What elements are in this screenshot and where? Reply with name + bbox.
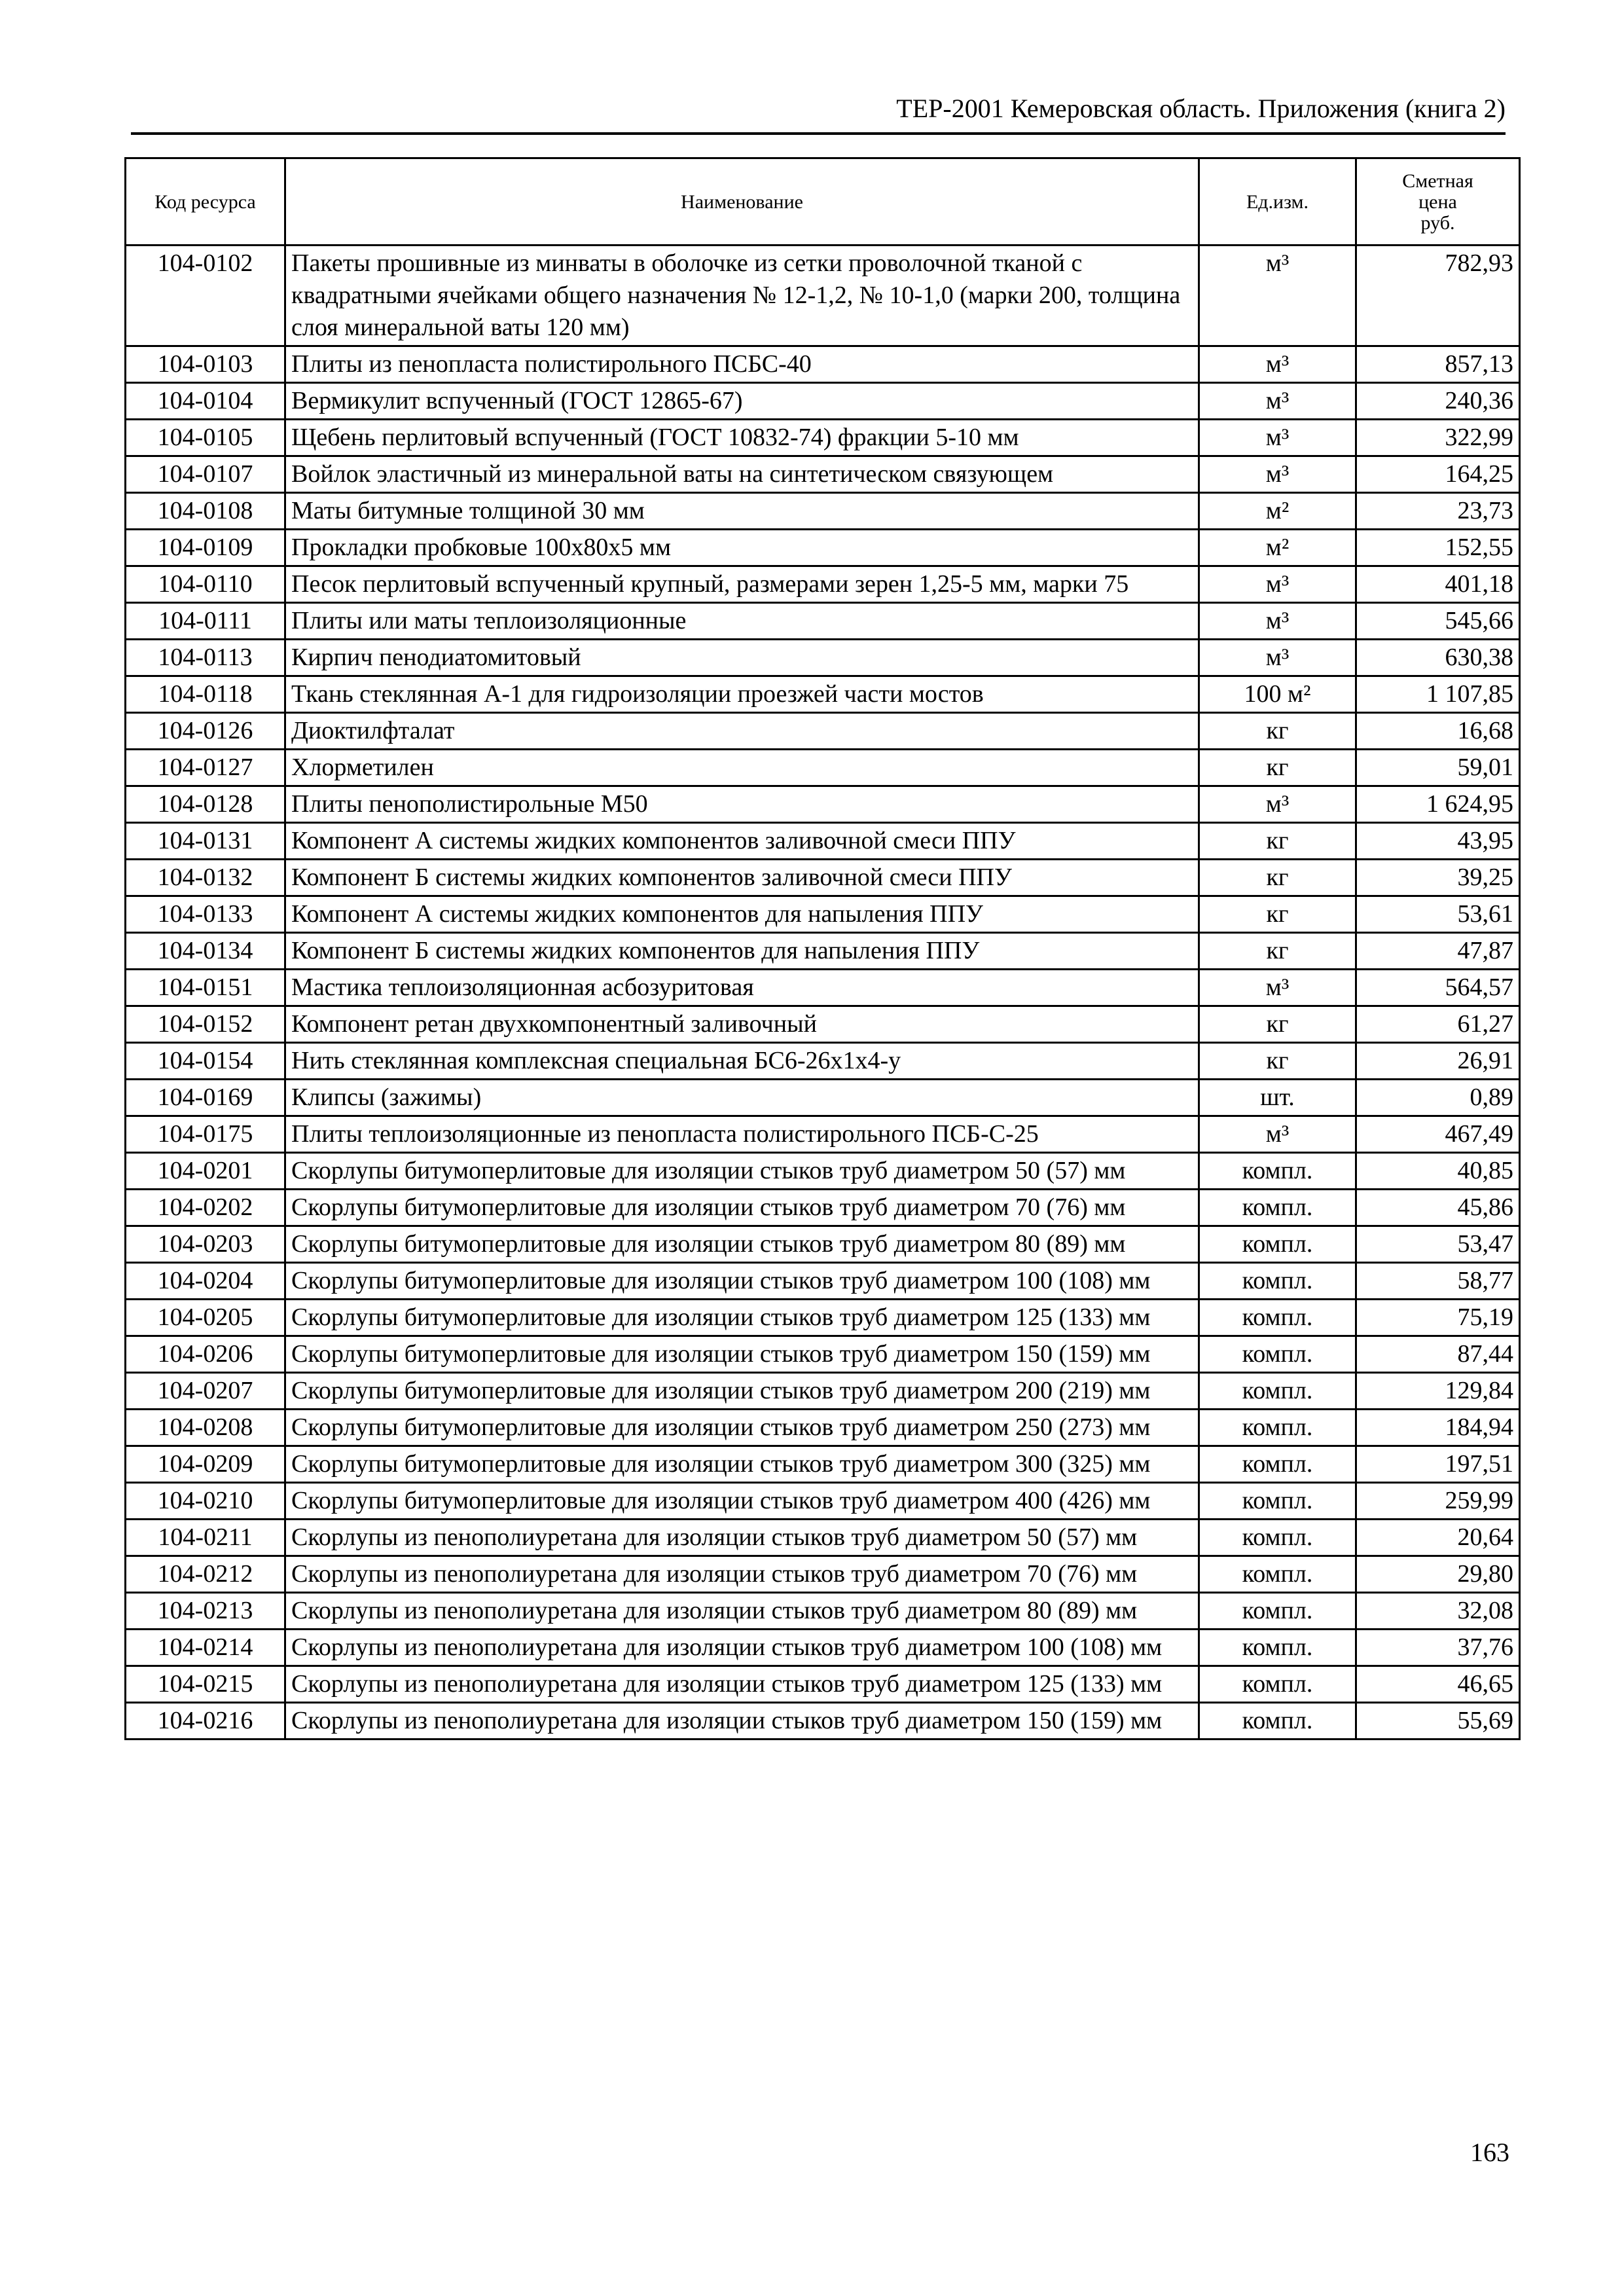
table-row [126,566,1520,603]
cell-unit: компл. [1199,1556,1356,1593]
cell-code: 104-0205 [126,1300,285,1336]
cell-unit: м³ [1199,346,1356,383]
table-row [126,1630,1520,1666]
column-header-price-line3: руб. [1420,212,1455,234]
cell-code: 104-0133 [126,896,285,933]
cell-unit: кг [1199,1006,1356,1043]
cell-name: Маты битумные толщиной 30 мм [285,493,1199,530]
table-row [126,1006,1520,1043]
column-header-code: Код ресурса [126,158,285,246]
cell-unit: кг [1199,933,1356,970]
cell-unit: компл. [1199,1593,1356,1630]
cell-name: Скорлупы из пенополиуретана для изоляции стыков труб диаметром 100 (108) мм [285,1630,1199,1666]
cell-name: Скорлупы из пенополиуретана для изоляции стыков труб диаметром 70 (76) мм [285,1556,1199,1593]
cell-price: 29,80 [1356,1556,1520,1593]
cell-price: 164,25 [1356,456,1520,493]
cell-unit: компл. [1199,1410,1356,1446]
cell-code: 104-0152 [126,1006,285,1043]
cell-name: Мастика теплоизоляционная асбозуритовая [285,970,1199,1006]
table-row [126,603,1520,640]
cell-name: Скорлупы битумоперлитовые для изоляции стыков труб диаметром 50 (57) мм [285,1153,1199,1190]
cell-name: Плиты теплоизоляционные из пенопласта полистирольного ПСБ-С-25 [285,1116,1199,1153]
cell-price: 152,55 [1356,530,1520,566]
table-row [126,420,1520,456]
cell-name: Скорлупы битумоперлитовые для изоляции стыков труб диаметром 125 (133) мм [285,1300,1199,1336]
cell-unit: м³ [1199,420,1356,456]
table-row [126,1226,1520,1263]
cell-code: 104-0110 [126,566,285,603]
table-row [126,246,1520,346]
cell-code: 104-0169 [126,1080,285,1116]
column-header-price-line1: Сметная [1402,170,1473,192]
column-header-unit: Ед.изм. [1199,158,1356,246]
cell-price: 0,89 [1356,1080,1520,1116]
cell-name: Скорлупы битумоперлитовые для изоляции стыков труб диаметром 70 (76) мм [285,1190,1199,1226]
cell-code: 104-0131 [126,823,285,860]
cell-name: Пакеты прошивные из минваты в оболочке из сетки проволочной тканой с квадратными ячейками общего назначения № 12-1,2, № 10-1,0 (марки 200, толщина слоя минеральной ваты 120 мм) [285,246,1199,346]
cell-unit: м² [1199,493,1356,530]
cell-price: 37,76 [1356,1630,1520,1666]
cell-unit: м³ [1199,383,1356,420]
cell-name: Хлорметилен [285,750,1199,786]
cell-code: 104-0107 [126,456,285,493]
cell-name: Диоктилфталат [285,713,1199,750]
cell-code: 104-0113 [126,640,285,676]
cell-price: 1 624,95 [1356,786,1520,823]
cell-unit: компл. [1199,1630,1356,1666]
cell-code: 104-0109 [126,530,285,566]
cell-unit: м³ [1199,640,1356,676]
cell-name: Ткань стеклянная А-1 для гидроизоляции проезжей части мостов [285,676,1199,713]
table-row [126,713,1520,750]
cell-code: 104-0154 [126,1043,285,1080]
cell-price: 75,19 [1356,1300,1520,1336]
table-row [126,1703,1520,1740]
column-header-price-line2: цена [1418,191,1457,213]
table-row [126,346,1520,383]
table-row [126,456,1520,493]
table-row [126,493,1520,530]
cell-code: 104-0118 [126,676,285,713]
table-row [126,860,1520,896]
cell-name: Скорлупы битумоперлитовые для изоляции стыков труб диаметром 100 (108) мм [285,1263,1199,1300]
cell-price: 59,01 [1356,750,1520,786]
cell-unit: кг [1199,713,1356,750]
cell-name: Компонент А системы жидких компонентов заливочной смеси ППУ [285,823,1199,860]
cell-code: 104-0108 [126,493,285,530]
page-number: 163 [1470,2138,1509,2167]
cell-unit: кг [1199,896,1356,933]
cell-code: 104-0134 [126,933,285,970]
cell-name: Скорлупы битумоперлитовые для изоляции стыков труб диаметром 250 (273) мм [285,1410,1199,1446]
cell-unit: кг [1199,860,1356,896]
cell-unit: компл. [1199,1446,1356,1483]
cell-name: Скорлупы битумоперлитовые для изоляции стыков труб диаметром 80 (89) мм [285,1226,1199,1263]
cell-name: Скорлупы из пенополиуретана для изоляции стыков труб диаметром 150 (159) мм [285,1703,1199,1740]
column-header-name: Наименование [285,158,1199,246]
cell-unit: компл. [1199,1153,1356,1190]
cell-name: Скорлупы битумоперлитовые для изоляции стыков труб диаметром 400 (426) мм [285,1483,1199,1520]
document-title: ТЕР-2001 Кемеровская область. Приложения (книга 2) [896,94,1506,123]
cell-price: 16,68 [1356,713,1520,750]
cell-unit: м³ [1199,970,1356,1006]
cell-name: Плиты из пенопласта полистирольного ПСБС-40 [285,346,1199,383]
cell-code: 104-0216 [126,1703,285,1740]
cell-price: 47,87 [1356,933,1520,970]
resource-price-table [124,157,1521,1740]
table-row [126,1483,1520,1520]
column-header-price [1356,158,1520,246]
cell-name: Компонент Б системы жидких компонентов заливочной смеси ППУ [285,860,1199,896]
page-header [131,92,1506,135]
table-row [126,1190,1520,1226]
cell-price: 857,13 [1356,346,1520,383]
table-row [126,1556,1520,1593]
table-row [126,1263,1520,1300]
table-row [126,1300,1520,1336]
cell-name: Щебень перлитовый вспученный (ГОСТ 10832-74) фракции 5-10 мм [285,420,1199,456]
cell-code: 104-0214 [126,1630,285,1666]
table-row [126,1520,1520,1556]
table-row [126,1336,1520,1373]
cell-code: 104-0204 [126,1263,285,1300]
cell-unit: м³ [1199,246,1356,346]
cell-code: 104-0102 [126,246,285,346]
cell-unit: компл. [1199,1666,1356,1703]
cell-code: 104-0207 [126,1373,285,1410]
cell-unit: компл. [1199,1300,1356,1336]
cell-price: 129,84 [1356,1373,1520,1410]
table-row [126,1410,1520,1446]
cell-name: Скорлупы из пенополиуретана для изоляции стыков труб диаметром 80 (89) мм [285,1593,1199,1630]
cell-name: Скорлупы из пенополиуретана для изоляции стыков труб диаметром 50 (57) мм [285,1520,1199,1556]
cell-name: Компонент ретан двухкомпонентный заливочный [285,1006,1199,1043]
cell-unit: шт. [1199,1080,1356,1116]
cell-price: 197,51 [1356,1446,1520,1483]
table-header-row [126,158,1520,246]
cell-code: 104-0208 [126,1410,285,1446]
cell-code: 104-0105 [126,420,285,456]
table-row [126,1373,1520,1410]
cell-price: 184,94 [1356,1410,1520,1446]
table-row [126,640,1520,676]
cell-code: 104-0104 [126,383,285,420]
cell-unit: компл. [1199,1226,1356,1263]
cell-code: 104-0103 [126,346,285,383]
cell-name: Плиты или маты теплоизоляционные [285,603,1199,640]
cell-price: 46,65 [1356,1666,1520,1703]
cell-price: 58,77 [1356,1263,1520,1300]
table-row [126,530,1520,566]
cell-code: 104-0206 [126,1336,285,1373]
cell-price: 53,61 [1356,896,1520,933]
cell-price: 259,99 [1356,1483,1520,1520]
cell-code: 104-0128 [126,786,285,823]
cell-price: 630,38 [1356,640,1520,676]
cell-name: Скорлупы битумоперлитовые для изоляции стыков труб диаметром 150 (159) мм [285,1336,1199,1373]
table-row [126,1043,1520,1080]
cell-name: Компонент Б системы жидких компонентов для напыления ППУ [285,933,1199,970]
cell-price: 1 107,85 [1356,676,1520,713]
cell-code: 104-0151 [126,970,285,1006]
cell-price: 782,93 [1356,246,1520,346]
cell-price: 322,99 [1356,420,1520,456]
cell-name: Плиты пенополистирольные М50 [285,786,1199,823]
cell-unit: м³ [1199,566,1356,603]
cell-unit: м³ [1199,456,1356,493]
cell-unit: компл. [1199,1263,1356,1300]
cell-price: 87,44 [1356,1336,1520,1373]
cell-unit: м² [1199,530,1356,566]
cell-code: 104-0213 [126,1593,285,1630]
table-row [126,750,1520,786]
table-row [126,1153,1520,1190]
cell-name: Вермикулит вспученный (ГОСТ 12865-67) [285,383,1199,420]
cell-price: 26,91 [1356,1043,1520,1080]
cell-price: 55,69 [1356,1703,1520,1740]
cell-code: 104-0132 [126,860,285,896]
table-row [126,823,1520,860]
cell-name: Песок перлитовый вспученный крупный, размерами зерен 1,25-5 мм, марки 75 [285,566,1199,603]
cell-code: 104-0126 [126,713,285,750]
cell-price: 39,25 [1356,860,1520,896]
cell-name: Скорлупы битумоперлитовые для изоляции стыков труб диаметром 200 (219) мм [285,1373,1199,1410]
cell-name: Скорлупы битумоперлитовые для изоляции стыков труб диаметром 300 (325) мм [285,1446,1199,1483]
cell-name: Скорлупы из пенополиуретана для изоляции стыков труб диаметром 125 (133) мм [285,1666,1199,1703]
cell-unit: 100 м² [1199,676,1356,713]
cell-code: 104-0111 [126,603,285,640]
cell-code: 104-0215 [126,1666,285,1703]
cell-price: 20,64 [1356,1520,1520,1556]
cell-name: Кирпич пенодиатомитовый [285,640,1199,676]
cell-name: Клипсы (зажимы) [285,1080,1199,1116]
cell-code: 104-0212 [126,1556,285,1593]
cell-price: 545,66 [1356,603,1520,640]
cell-unit: компл. [1199,1520,1356,1556]
cell-code: 104-0127 [126,750,285,786]
cell-price: 23,73 [1356,493,1520,530]
cell-name: Прокладки пробковые 100x80x5 мм [285,530,1199,566]
cell-price: 467,49 [1356,1116,1520,1153]
table-row [126,676,1520,713]
cell-unit: кг [1199,750,1356,786]
cell-code: 104-0209 [126,1446,285,1483]
table-row [126,1666,1520,1703]
cell-price: 43,95 [1356,823,1520,860]
table-row [126,383,1520,420]
cell-price: 61,27 [1356,1006,1520,1043]
cell-price: 53,47 [1356,1226,1520,1263]
table-row [126,1446,1520,1483]
cell-price: 32,08 [1356,1593,1520,1630]
table-row [126,1116,1520,1153]
cell-unit: компл. [1199,1483,1356,1520]
cell-unit: кг [1199,823,1356,860]
cell-unit: компл. [1199,1336,1356,1373]
table-row [126,786,1520,823]
cell-code: 104-0201 [126,1153,285,1190]
cell-name: Компонент А системы жидких компонентов для напыления ППУ [285,896,1199,933]
cell-price: 45,86 [1356,1190,1520,1226]
cell-unit: компл. [1199,1373,1356,1410]
cell-name: Войлок эластичный из минеральной ваты на синтетическом связующем [285,456,1199,493]
table-body [126,246,1520,1740]
cell-code: 104-0203 [126,1226,285,1263]
table-row [126,933,1520,970]
cell-unit: компл. [1199,1190,1356,1226]
cell-code: 104-0175 [126,1116,285,1153]
cell-unit: м³ [1199,603,1356,640]
cell-price: 240,36 [1356,383,1520,420]
cell-unit: компл. [1199,1703,1356,1740]
table-row [126,970,1520,1006]
cell-unit: кг [1199,1043,1356,1080]
cell-unit: м³ [1199,786,1356,823]
cell-code: 104-0211 [126,1520,285,1556]
cell-unit: м³ [1199,1116,1356,1153]
cell-code: 104-0210 [126,1483,285,1520]
cell-name: Нить стеклянная комплексная специальная БС6-26x1x4-у [285,1043,1199,1080]
cell-price: 564,57 [1356,970,1520,1006]
table-row [126,896,1520,933]
cell-code: 104-0202 [126,1190,285,1226]
cell-price: 40,85 [1356,1153,1520,1190]
table-row [126,1080,1520,1116]
cell-price: 401,18 [1356,566,1520,603]
table-row [126,1593,1520,1630]
